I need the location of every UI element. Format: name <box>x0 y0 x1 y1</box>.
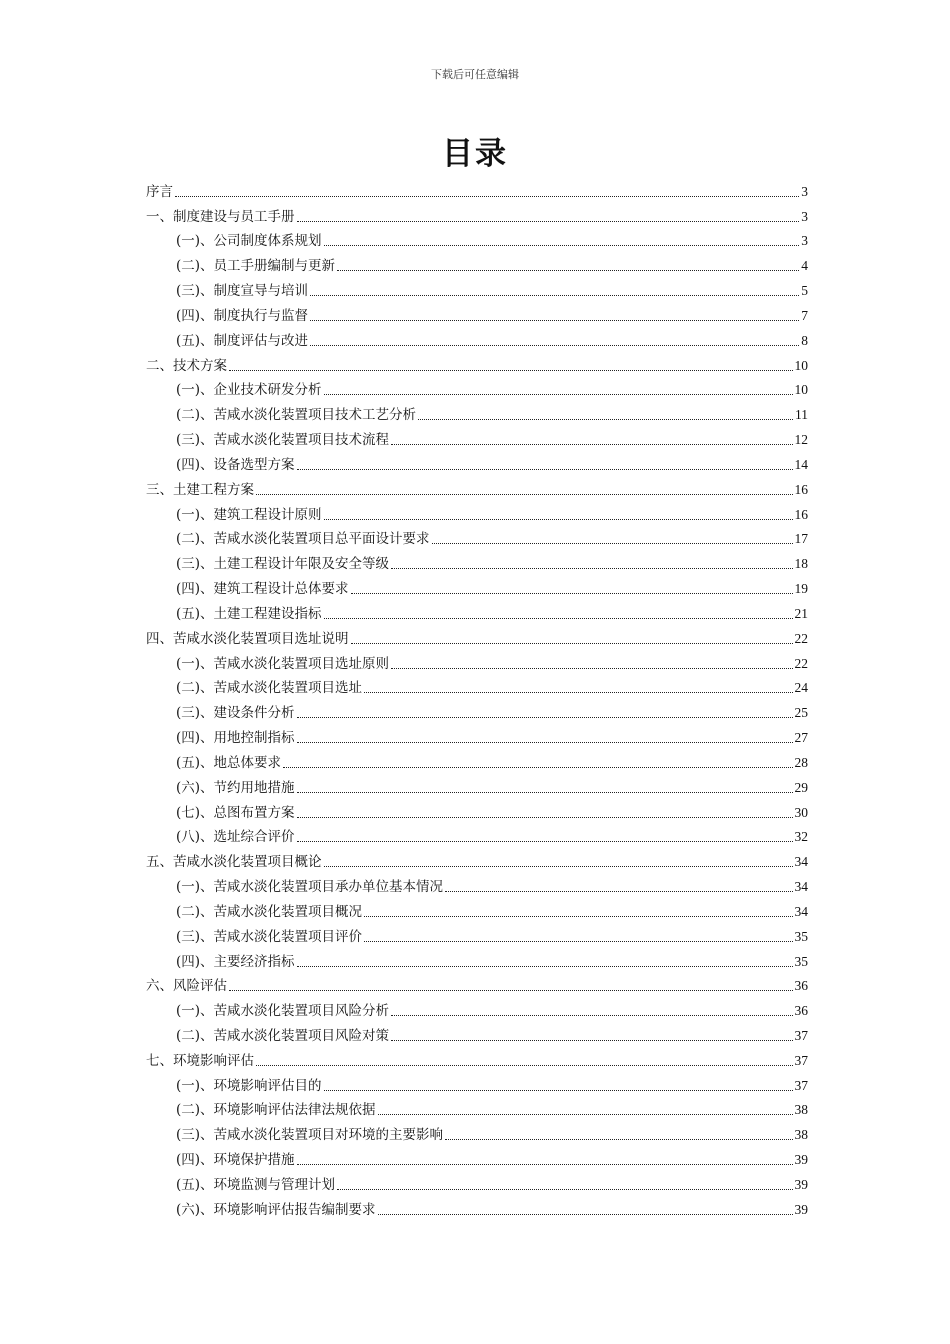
toc-entry[interactable] <box>146 1144 808 1169</box>
toc-entry[interactable] <box>146 176 808 201</box>
toc-leader-dots <box>310 295 799 296</box>
toc-entry[interactable] <box>146 995 808 1020</box>
toc-entry-page: 39 <box>794 1201 808 1217</box>
toc-leader-dots <box>229 990 793 991</box>
toc-entry[interactable] <box>146 275 808 300</box>
toc-entry-label: (四)、环境保护措施 <box>176 1152 295 1169</box>
toc-leader-dots <box>297 742 793 743</box>
toc-entry-page: 16 <box>794 481 808 497</box>
toc-entry[interactable] <box>146 896 808 921</box>
toc-entry-label: (一)、环境影响评估目的 <box>176 1077 322 1094</box>
toc-leader-dots <box>445 1139 792 1140</box>
toc-leader-dots <box>256 494 793 495</box>
toc-entry[interactable] <box>146 573 808 598</box>
toc-entry-label: (四)、主要经济指标 <box>176 953 295 970</box>
toc-entry[interactable] <box>146 1194 808 1219</box>
toc-entry[interactable] <box>146 250 808 275</box>
toc-entry-page: 36 <box>794 1003 808 1019</box>
toc-entry-label: 一、制度建设与员工手册 <box>146 208 295 225</box>
toc-entry[interactable] <box>146 449 808 474</box>
toc-entry-page: 19 <box>794 581 808 597</box>
toc-leader-dots <box>391 1040 792 1041</box>
toc-entry[interactable] <box>146 350 808 375</box>
toc-entry[interactable] <box>146 697 808 722</box>
toc-entry-page: 12 <box>794 432 808 448</box>
toc-entry[interactable] <box>146 1169 808 1194</box>
toc-entry-label: (七)、总图布置方案 <box>176 804 295 821</box>
toc-entry-page: 5 <box>801 283 808 299</box>
toc-entry[interactable] <box>146 300 808 325</box>
toc-entry-label: (二)、苦咸水淡化装置项目概况 <box>176 903 363 920</box>
toc-entry-page: 38 <box>794 1102 808 1118</box>
toc-entry-page: 22 <box>794 655 808 671</box>
toc-leader-dots <box>324 618 793 619</box>
toc-entry[interactable] <box>146 1020 808 1045</box>
toc-entry-page: 39 <box>794 1176 808 1192</box>
toc-entry-label: (三)、苦咸水淡化装置项目技术流程 <box>176 432 390 449</box>
toc-entry-label: (一)、苦咸水淡化装置项目承办单位基本情况 <box>176 879 444 896</box>
toc-leader-dots <box>297 817 793 818</box>
toc-entry-label: (四)、设备选型方案 <box>176 456 295 473</box>
toc-entry[interactable] <box>146 623 808 648</box>
toc-leader-dots <box>351 593 793 594</box>
toc-entry[interactable] <box>146 797 808 822</box>
toc-leader-dots <box>364 941 792 942</box>
toc-entry-label: (三)、土建工程设计年限及安全等级 <box>176 556 390 573</box>
toc-entry-label: (二)、员工手册编制与更新 <box>176 258 336 275</box>
toc-entry-page: 21 <box>794 605 808 621</box>
toc-leader-dots <box>378 1114 793 1115</box>
toc-entry-page: 11 <box>795 407 808 423</box>
toc-entry[interactable] <box>146 524 808 549</box>
toc-entry[interactable] <box>146 1045 808 1070</box>
toc-entry[interactable] <box>146 846 808 871</box>
toc-leader-dots <box>310 345 799 346</box>
toc-entry[interactable] <box>146 648 808 673</box>
toc-entry-page: 10 <box>794 357 808 373</box>
toc-leader-dots <box>229 370 793 371</box>
toc-entry-label: (四)、建筑工程设计总体要求 <box>176 581 349 598</box>
toc-leader-dots <box>297 221 800 222</box>
toc-entry-page: 3 <box>801 208 808 224</box>
toc-entry[interactable] <box>146 1095 808 1120</box>
toc-entry-page: 3 <box>801 183 808 199</box>
toc-entry[interactable] <box>146 673 808 698</box>
toc-leader-dots <box>297 469 793 470</box>
toc-leader-dots <box>297 841 793 842</box>
toc-entry-label: (三)、制度宣导与培训 <box>176 283 309 300</box>
toc-entry-page: 8 <box>801 332 808 348</box>
toc-entry[interactable] <box>146 499 808 524</box>
toc-leader-dots <box>324 245 800 246</box>
toc-entry-page: 37 <box>794 1052 808 1068</box>
toc-leader-dots <box>391 1015 792 1016</box>
toc-leader-dots <box>378 1214 793 1215</box>
toc-entry[interactable] <box>146 722 808 747</box>
toc-entry-page: 29 <box>794 779 808 795</box>
toc-entry-page: 34 <box>794 903 808 919</box>
toc-entry[interactable] <box>146 474 808 499</box>
toc-leader-dots <box>256 1065 793 1066</box>
toc-entry-label: (四)、制度执行与监督 <box>176 307 309 324</box>
toc-leader-dots <box>283 767 792 768</box>
toc-leader-dots <box>391 668 792 669</box>
toc-entry-label: (二)、苦咸水淡化装置项目技术工艺分析 <box>176 407 417 424</box>
toc-entry-label: 三、土建工程方案 <box>146 481 254 498</box>
page-header: 下载后可任意编辑 <box>431 68 519 81</box>
toc-entry-page: 22 <box>794 630 808 646</box>
toc-entry-page: 10 <box>794 382 808 398</box>
toc-leader-dots <box>391 444 792 445</box>
toc-leader-dots <box>297 966 793 967</box>
toc-entry-label: 二、技术方案 <box>146 357 227 374</box>
toc-leader-dots <box>337 270 799 271</box>
toc-entry-page: 25 <box>794 705 808 721</box>
toc-entry-page: 17 <box>794 531 808 547</box>
toc-entry-label: (八)、选址综合评价 <box>176 829 295 846</box>
toc-entry[interactable] <box>146 325 808 350</box>
toc-entry-page: 24 <box>794 680 808 696</box>
toc-leader-dots <box>310 320 799 321</box>
toc-entry-label: (五)、地总体要求 <box>176 754 282 771</box>
toc-entry-page: 14 <box>794 456 808 472</box>
toc-entry-label: (二)、环境影响评估法律法规依据 <box>176 1102 376 1119</box>
toc-entry-page: 30 <box>794 804 808 820</box>
toc-entry-page: 4 <box>801 258 808 274</box>
toc-entry-page: 38 <box>794 1127 808 1143</box>
toc-entry-label: 四、苦咸水淡化装置项目选址说明 <box>146 630 349 647</box>
toc-entry[interactable] <box>146 971 808 996</box>
toc-entry-label: (四)、用地控制指标 <box>176 730 295 747</box>
toc-entry[interactable] <box>146 871 808 896</box>
page-title: 目录 <box>442 136 508 172</box>
toc-entry-label: (一)、企业技术研发分析 <box>176 382 322 399</box>
toc-leader-dots <box>351 643 793 644</box>
toc-entry-label: (三)、苦咸水淡化装置项目对环境的主要影响 <box>176 1127 444 1144</box>
toc-leader-dots <box>364 916 792 917</box>
toc-entry[interactable] <box>146 921 808 946</box>
toc-entry[interactable] <box>146 946 808 971</box>
toc-leader-dots <box>297 1164 793 1165</box>
toc-leader-dots <box>324 866 793 867</box>
toc-entry[interactable] <box>146 424 808 449</box>
toc-leader-dots <box>297 717 793 718</box>
toc-entry-page: 7 <box>801 307 808 323</box>
toc-entry[interactable] <box>146 747 808 772</box>
toc-entry[interactable] <box>146 822 808 847</box>
toc-entry[interactable] <box>146 375 808 400</box>
toc-entry[interactable] <box>146 1070 808 1095</box>
toc-entry[interactable] <box>146 399 808 424</box>
toc-entry-label: (三)、建设条件分析 <box>176 705 295 722</box>
toc-entry[interactable] <box>146 1119 808 1144</box>
toc-entry-page: 34 <box>794 854 808 870</box>
toc-entry-label: (一)、公司制度体系规划 <box>176 233 322 250</box>
toc-entry-label: (六)、环境影响评估报告编制要求 <box>176 1201 376 1218</box>
toc-leader-dots <box>364 692 792 693</box>
toc-leader-dots <box>297 792 793 793</box>
toc-entry[interactable] <box>146 772 808 797</box>
toc-entry-page: 35 <box>794 928 808 944</box>
toc-entry-label: (二)、苦咸水淡化装置项目选址 <box>176 680 363 697</box>
toc-entry-label: 五、苦咸水淡化装置项目概论 <box>146 854 322 871</box>
toc-entry-page: 16 <box>794 506 808 522</box>
toc-leader-dots <box>391 568 792 569</box>
toc-entry-page: 37 <box>794 1027 808 1043</box>
toc-entry-label: (三)、苦咸水淡化装置项目评价 <box>176 928 363 945</box>
toc-entry-page: 28 <box>794 754 808 770</box>
toc-entry-page: 37 <box>794 1077 808 1093</box>
toc-entry-page: 32 <box>794 829 808 845</box>
toc-entry[interactable] <box>146 201 808 226</box>
table-of-contents <box>146 176 808 1219</box>
toc-entry-label: 序言 <box>146 183 173 200</box>
toc-leader-dots <box>175 196 799 197</box>
toc-entry-label: (五)、制度评估与改进 <box>176 332 309 349</box>
toc-entry-label: (二)、苦咸水淡化装置项目总平面设计要求 <box>176 531 430 548</box>
toc-entry-page: 27 <box>794 730 808 746</box>
toc-entry-label: (五)、环境监测与管理计划 <box>176 1176 336 1193</box>
toc-leader-dots <box>324 519 793 520</box>
toc-entry[interactable] <box>146 548 808 573</box>
toc-entry-page: 3 <box>801 233 808 249</box>
toc-entry-label: (二)、苦咸水淡化装置项目风险对策 <box>176 1027 390 1044</box>
toc-leader-dots <box>418 419 793 420</box>
toc-entry-label: (六)、节约用地措施 <box>176 779 295 796</box>
toc-leader-dots <box>432 543 793 544</box>
toc-leader-dots <box>337 1189 792 1190</box>
toc-entry-label: (一)、苦咸水淡化装置项目选址原则 <box>176 655 390 672</box>
toc-entry[interactable] <box>146 226 808 251</box>
toc-entry-label: (一)、建筑工程设计原则 <box>176 506 322 523</box>
toc-entry-label: 七、环境影响评估 <box>146 1052 254 1069</box>
toc-entry-label: (五)、土建工程建设指标 <box>176 605 322 622</box>
toc-entry-page: 35 <box>794 953 808 969</box>
toc-entry[interactable] <box>146 598 808 623</box>
toc-leader-dots <box>324 394 793 395</box>
toc-entry-page: 18 <box>794 556 808 572</box>
toc-leader-dots <box>445 891 792 892</box>
toc-entry-page: 39 <box>794 1152 808 1168</box>
toc-entry-page: 36 <box>794 978 808 994</box>
toc-leader-dots <box>324 1090 793 1091</box>
toc-entry-label: (一)、苦咸水淡化装置项目风险分析 <box>176 1003 390 1020</box>
toc-entry-label: 六、风险评估 <box>146 978 227 995</box>
toc-entry-page: 34 <box>794 879 808 895</box>
